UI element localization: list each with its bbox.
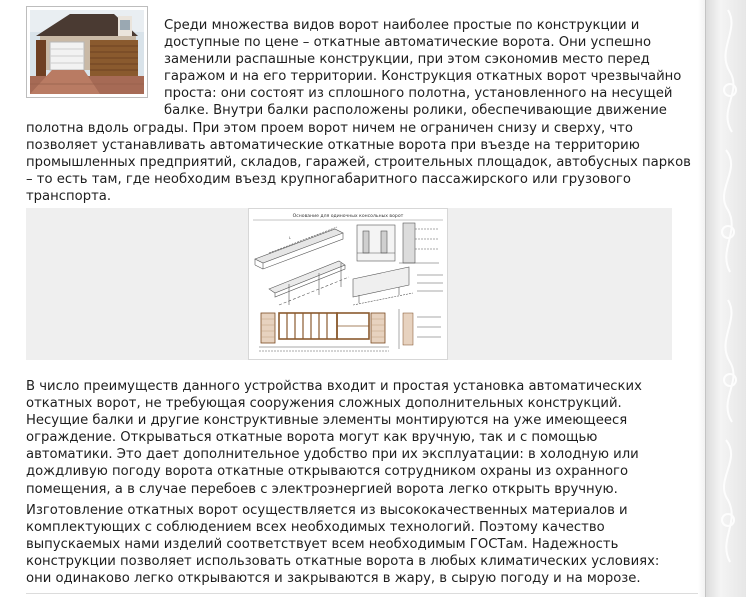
technical-drawing	[249, 209, 447, 359]
svg-text:L: L	[289, 236, 291, 240]
right-border-shadow	[698, 0, 706, 597]
right-decorative-border	[705, 0, 746, 597]
ornament-pattern	[706, 0, 746, 597]
diagram-band	[26, 208, 672, 360]
paragraph-intro-text: Среди множества видов ворот наиболее простые по конструкции и доступные по цене – откатные автоматические ворота. Они успешно заменили распашные конструкции, при этом сэкономив место перед гаражом и на его территории. Конструкция откатных ворот чрезвычайно проста: они состоят из сплошного полотна, установленного на несущей балке. Внутри балки расположены ролики, обеспечивающие движение полотна вдоль ограды. При этом проем ворот ничем не ограничен снизу и сверху, что позволяет устанавливать автоматические откатные ворота при въезде на территорию промышленных предприятий, складов, гаражей, строительных площадок, автобусных парков – то есть там, где необходим въезд крупногабаритного пассажирского или грузового транспорта.	[26, 18, 691, 204]
bottom-divider	[26, 593, 698, 594]
paragraph-intro	[26, 17, 698, 205]
article-content	[26, 0, 698, 597]
paragraph-manufacturing: Изготовление откатных ворот осуществляется из высококачественных материалов и комплектующих с соблюдением всех необходимых технологий. Поэтому качество выпускаемых нами изделий соответствует всем необходимым ГОСТам. Надежность конструкции позволяет использовать откатные ворота в любых климатических условиях: они одинаково легко открываются и закрываются в жару, в сырую погоду и на морозе.	[26, 503, 660, 587]
diagram-title: Основание для одиночных консольных ворот	[292, 214, 404, 219]
paragraph-advantages: В число преимуществ данного устройства входит и простая установка автоматических откатных ворот, не требующая сооружения сложных дополнительных конструкций. Несущие балки и другие конструктивные элементы монтируются на уже имеющееся ограждение. Открываться откатные ворота могут как вручную, так и с помощью автоматики. Это дает дополнительное удобство при их эксплуатации: в холодную или дождливую погоду ворота откатные открываются сотрудником охраны из охранного помещения, а в случае перебоев с электроэнергией ворота легко открыть вручную.	[26, 379, 642, 497]
gate-foundation-diagram	[248, 208, 448, 360]
